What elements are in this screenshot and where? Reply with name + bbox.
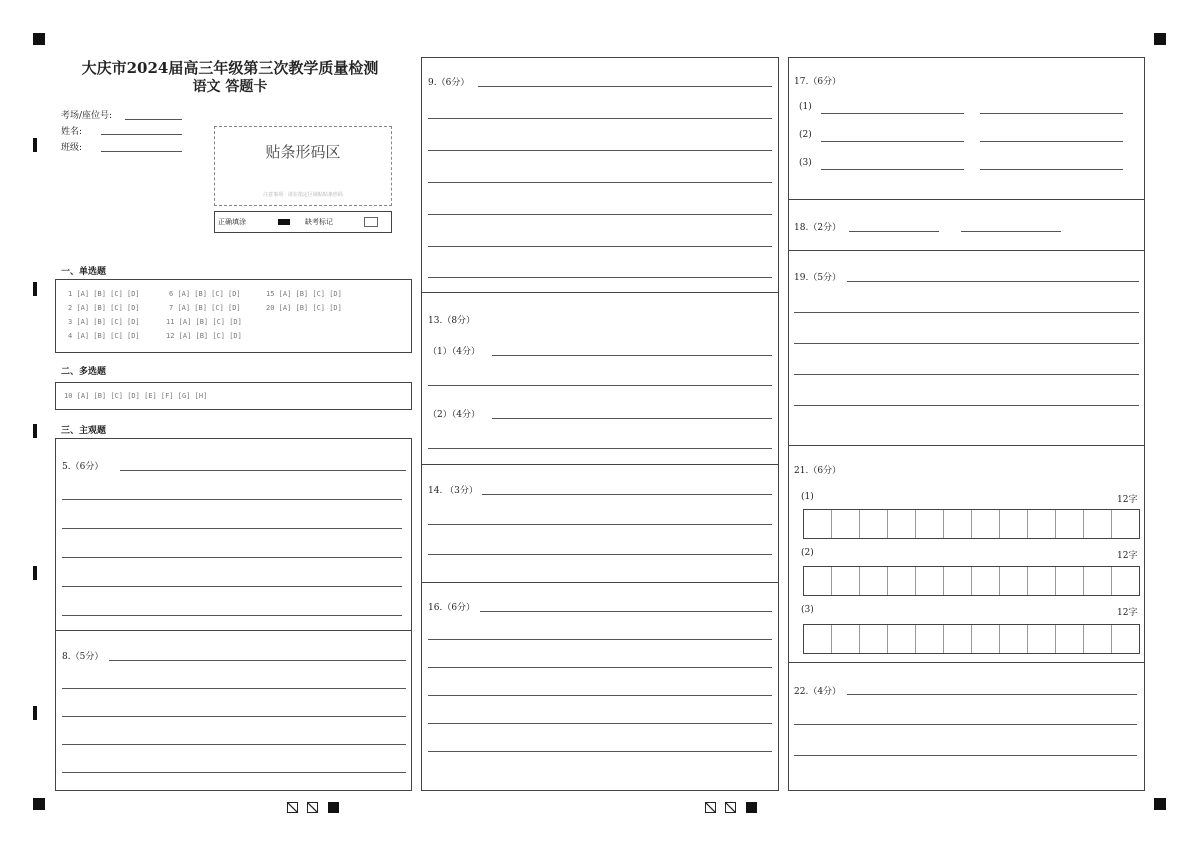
question-label-q9: 9.（6分）: [428, 78, 470, 88]
choice-q20[interactable]: 20 [A] [B] [C] [D]: [266, 304, 342, 312]
char-grid-q21-2[interactable]: [803, 566, 1140, 596]
answer-line[interactable]: [980, 141, 1123, 142]
question-label-q18: 18.（2分）: [794, 223, 842, 233]
correct-fill-sample: [278, 219, 290, 225]
barcode-fine-print: 注意事项 · 请在指定区域粘贴条形码: [263, 192, 343, 198]
class-label: 班级:: [61, 143, 83, 153]
correct-fill-label: 正确填涂: [218, 218, 246, 226]
answer-line[interactable]: [428, 448, 772, 449]
choice-q3[interactable]: 3 [A] [B] [C] [D]: [68, 318, 140, 326]
multi-choice-heading: 二、多选题: [61, 367, 107, 377]
choice-q6[interactable]: 6 [A] [B] [C] [D]: [169, 290, 241, 298]
char-limit-q21-2: 12字: [1117, 551, 1138, 561]
name-field[interactable]: [101, 134, 182, 135]
question-label-q14: 14. （3分）: [428, 486, 478, 496]
answer-line[interactable]: [62, 772, 406, 773]
answer-line[interactable]: [428, 150, 772, 151]
answer-line[interactable]: [62, 688, 406, 689]
multi-choice-box: [55, 382, 412, 410]
answer-line[interactable]: [961, 231, 1061, 232]
timing-mark: [33, 706, 37, 720]
answer-line[interactable]: [794, 724, 1137, 725]
sub-label-q21-1: (1): [801, 492, 814, 502]
class-field[interactable]: [101, 151, 182, 152]
question-label-q13-1: （1）（4分）: [428, 347, 480, 357]
choice-q2[interactable]: 2 [A] [B] [C] [D]: [68, 304, 140, 312]
absent-mark-label: 缺考标记: [305, 218, 333, 226]
answer-line[interactable]: [492, 355, 772, 356]
answer-box-q5: [55, 438, 412, 631]
answer-line[interactable]: [821, 141, 964, 142]
answer-box-q19: [788, 250, 1145, 446]
char-limit-q21-1: 12字: [1117, 495, 1138, 505]
answer-line[interactable]: [980, 169, 1123, 170]
page-mark-slashed: [307, 802, 318, 813]
answer-box-q17: [788, 57, 1145, 200]
question-label-q22: 22.（4分）: [794, 687, 842, 697]
answer-line[interactable]: [428, 214, 772, 215]
timing-mark: [33, 138, 37, 152]
answer-line[interactable]: [794, 374, 1139, 375]
answer-box-q14: [421, 464, 779, 583]
answer-line[interactable]: [794, 405, 1139, 406]
choice-q1[interactable]: 1 [A] [B] [C] [D]: [68, 290, 140, 298]
answer-line[interactable]: [62, 499, 402, 500]
exam-room-field[interactable]: [125, 119, 182, 120]
page-mark-solid: [328, 802, 339, 813]
answer-box-q21: [788, 445, 1145, 663]
sub-label-q21-2: (2): [801, 548, 814, 558]
answer-line[interactable]: [62, 615, 402, 616]
absent-mark-box[interactable]: [364, 217, 378, 227]
answer-line[interactable]: [120, 470, 406, 471]
answer-line[interactable]: [492, 418, 772, 419]
answer-line[interactable]: [428, 182, 772, 183]
choice-q11[interactable]: 11 [A] [B] [C] [D]: [166, 318, 242, 326]
barcode-area[interactable]: [214, 126, 392, 206]
answer-line[interactable]: [428, 246, 772, 247]
char-limit-q21-3: 12字: [1117, 608, 1138, 618]
answer-box-q16: [421, 582, 779, 791]
answer-line[interactable]: [62, 586, 402, 587]
page-mark-solid: [746, 802, 757, 813]
timing-mark: [33, 566, 37, 580]
question-label-q16: 16.（6分）: [428, 603, 476, 613]
char-grid-q21-3[interactable]: [803, 624, 1140, 654]
answer-line[interactable]: [428, 751, 772, 752]
answer-line[interactable]: [480, 611, 772, 612]
answer-line[interactable]: [428, 385, 772, 386]
timing-mark: [33, 282, 37, 296]
answer-box-q18: [788, 199, 1145, 251]
answer-line[interactable]: [428, 723, 772, 724]
answer-line[interactable]: [428, 554, 772, 555]
answer-box-q9: [421, 57, 779, 293]
answer-line[interactable]: [847, 281, 1139, 282]
name-label: 姓名:: [61, 127, 83, 137]
answer-line[interactable]: [794, 312, 1139, 313]
single-choice-heading: 一、单选题: [61, 267, 107, 277]
answer-line[interactable]: [482, 494, 772, 495]
answer-line[interactable]: [62, 528, 402, 529]
question-label-q19: 19.（5分）: [794, 273, 842, 283]
answer-line[interactable]: [821, 169, 964, 170]
answer-line[interactable]: [847, 694, 1137, 695]
choice-q12[interactable]: 12 [A] [B] [C] [D]: [166, 332, 242, 340]
answer-line[interactable]: [794, 755, 1137, 756]
answer-line[interactable]: [478, 86, 772, 87]
corner-mark-top-right: [1154, 33, 1166, 45]
page-mark-slashed: [705, 802, 716, 813]
answer-line[interactable]: [980, 113, 1123, 114]
choice-q7[interactable]: 7 [A] [B] [C] [D]: [169, 304, 241, 312]
answer-line[interactable]: [849, 231, 939, 232]
answer-line[interactable]: [428, 695, 772, 696]
answer-line[interactable]: [428, 667, 772, 668]
timing-mark: [33, 424, 37, 438]
page-mark-slashed: [725, 802, 736, 813]
answer-box-q8: [55, 630, 412, 791]
question-label-q13: 13.（8分）: [428, 316, 476, 326]
question-label-q13-2: （2）（4分）: [428, 410, 480, 420]
page-title: 大庆市2024届高三年级第三次教学质量检测: [81, 59, 379, 77]
page-subtitle: 语文 答题卡: [192, 79, 268, 95]
answer-line[interactable]: [62, 716, 406, 717]
char-grid-q21-1[interactable]: [803, 509, 1140, 539]
sub-label-q17-3: (3): [799, 158, 812, 168]
sub-label-q17-1: (1): [799, 102, 812, 112]
answer-box-q22: [788, 662, 1145, 791]
corner-mark-bottom-right: [1154, 798, 1166, 810]
question-label-q5: 5.（6分）: [62, 462, 104, 472]
fill-legend: [214, 211, 392, 233]
single-choice-box: [55, 279, 412, 353]
choice-q15[interactable]: 15 [A] [B] [C] [D]: [266, 290, 342, 298]
answer-line[interactable]: [428, 118, 772, 119]
answer-line[interactable]: [428, 639, 772, 640]
answer-line[interactable]: [821, 113, 964, 114]
sub-label-q17-2: (2): [799, 130, 812, 140]
answer-line[interactable]: [428, 277, 772, 278]
choice-q4[interactable]: 4 [A] [B] [C] [D]: [68, 332, 140, 340]
answer-line[interactable]: [109, 660, 406, 661]
question-label-q21: 21.（6分）: [794, 466, 842, 476]
sub-label-q21-3: (3): [801, 605, 814, 615]
answer-line[interactable]: [794, 343, 1139, 344]
subjective-heading: 三、主观题: [61, 426, 107, 436]
question-label-q8: 8.（5分）: [62, 652, 104, 662]
page-mark-slashed: [287, 802, 298, 813]
barcode-label: 贴条形码区: [265, 143, 341, 161]
answer-line[interactable]: [428, 524, 772, 525]
answer-line[interactable]: [62, 744, 406, 745]
exam-room-label: 考场/座位号:: [61, 111, 113, 121]
answer-line[interactable]: [62, 557, 402, 558]
question-label-q17: 17.（6分）: [794, 77, 842, 87]
corner-mark-top-left: [33, 33, 45, 45]
answer-box-q13: [421, 292, 779, 465]
choice-q10[interactable]: 10 [A] [B] [C] [D] [E] [F] [G] [H]: [64, 392, 208, 400]
corner-mark-bottom-left: [33, 798, 45, 810]
